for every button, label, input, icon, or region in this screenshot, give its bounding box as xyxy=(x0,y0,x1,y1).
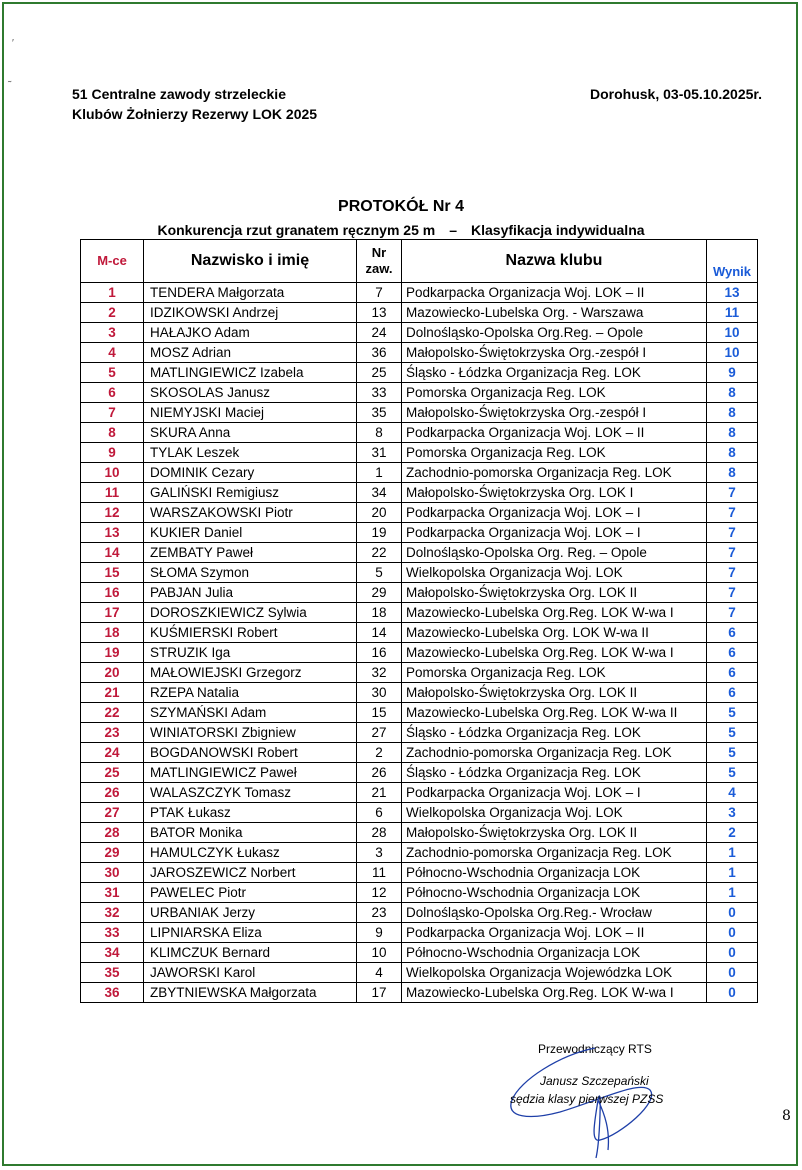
club-cell: Mazowiecko-Lubelska Org. LOK W-wa II xyxy=(402,623,707,643)
col-name: Nazwisko i imię xyxy=(144,240,357,283)
result-cell: 8 xyxy=(707,403,758,423)
club-cell: Wielkopolska Organizacja Woj. LOK xyxy=(402,803,707,823)
place-cell: 23 xyxy=(81,723,144,743)
table-row xyxy=(81,983,758,1003)
header-event: 51 Centralne zawody strzeleckie xyxy=(72,86,286,102)
result-cell: 3 xyxy=(707,803,758,823)
nr-cell: 14 xyxy=(357,623,402,643)
nr-cell: 8 xyxy=(357,423,402,443)
table-row xyxy=(81,643,758,663)
name-cell: WARSZAKOWSKI Piotr xyxy=(144,503,357,523)
place-cell: 4 xyxy=(81,343,144,363)
result-cell: 7 xyxy=(707,483,758,503)
nr-cell: 18 xyxy=(357,603,402,623)
table-row xyxy=(81,823,758,843)
table-row xyxy=(81,663,758,683)
table-row xyxy=(81,623,758,643)
result-cell: 0 xyxy=(707,923,758,943)
result-cell: 7 xyxy=(707,523,758,543)
place-cell: 33 xyxy=(81,923,144,943)
col-result: Wynik xyxy=(707,240,758,283)
club-cell: Śląsko - Łódzka Organizacja Reg. LOK xyxy=(402,723,707,743)
table-row xyxy=(81,863,758,883)
result-cell: 5 xyxy=(707,763,758,783)
club-cell: Północno-Wschodnia Organizacja LOK xyxy=(402,883,707,903)
table-row xyxy=(81,803,758,823)
result-cell: 0 xyxy=(707,943,758,963)
place-cell: 12 xyxy=(81,503,144,523)
table-row xyxy=(81,463,758,483)
result-cell: 5 xyxy=(707,743,758,763)
nr-cell: 12 xyxy=(357,883,402,903)
place-cell: 28 xyxy=(81,823,144,843)
table-row xyxy=(81,563,758,583)
table-row xyxy=(81,523,758,543)
nr-cell: 22 xyxy=(357,543,402,563)
table-row xyxy=(81,963,758,983)
club-cell: Wielkopolska Organizacja Wojewódzka LOK xyxy=(402,963,707,983)
club-cell: Zachodnio-pomorska Organizacja Reg. LOK xyxy=(402,843,707,863)
place-cell: 20 xyxy=(81,663,144,683)
col-club: Nazwa klubu xyxy=(402,240,707,283)
nr-cell: 24 xyxy=(357,323,402,343)
nr-cell: 10 xyxy=(357,943,402,963)
nr-cell: 26 xyxy=(357,763,402,783)
header-left xyxy=(72,84,317,124)
club-cell: Śląsko - Łódzka Organizacja Reg. LOK xyxy=(402,763,707,783)
name-cell: SŁOMA Szymon xyxy=(144,563,357,583)
place-cell: 16 xyxy=(81,583,144,603)
place-cell: 35 xyxy=(81,963,144,983)
name-cell: RZEPA Natalia xyxy=(144,683,357,703)
place-cell: 9 xyxy=(81,443,144,463)
club-cell: Mazowiecko-Lubelska Org. - Warszawa xyxy=(402,303,707,323)
nr-cell: 13 xyxy=(357,303,402,323)
nr-cell: 2 xyxy=(357,743,402,763)
name-cell: ZBYTNIEWSKA Małgorzata xyxy=(144,983,357,1003)
header-organizer: Klubów Żołnierzy Rezerwy LOK 2025 xyxy=(72,106,318,122)
nr-cell: 35 xyxy=(357,403,402,423)
club-cell: Północno-Wschodnia Organizacja LOK xyxy=(402,863,707,883)
competition-name: Konkurencja rzut granatem ręcznym 25 m xyxy=(157,222,436,238)
table-row xyxy=(81,723,758,743)
place-cell: 15 xyxy=(81,563,144,583)
table-header-row xyxy=(81,240,758,283)
nr-cell: 9 xyxy=(357,923,402,943)
name-cell: NIEMYJSKI Maciej xyxy=(144,403,357,423)
club-cell: Śląsko - Łódzka Organizacja Reg. LOK xyxy=(402,363,707,383)
result-cell: 0 xyxy=(707,963,758,983)
place-cell: 29 xyxy=(81,843,144,863)
page-number: 8 xyxy=(782,1108,791,1124)
result-cell: 0 xyxy=(707,983,758,1003)
club-cell: Mazowiecko-Lubelska Org.Reg. LOK W-wa I xyxy=(402,643,707,663)
result-cell: 8 xyxy=(707,383,758,403)
name-cell: SKURA Anna xyxy=(144,423,357,443)
table-row xyxy=(81,603,758,623)
result-cell: 7 xyxy=(707,583,758,603)
club-cell: Pomorska Organizacja Reg. LOK xyxy=(402,383,707,403)
place-cell: 24 xyxy=(81,743,144,763)
nr-cell: 25 xyxy=(357,363,402,383)
nr-cell: 33 xyxy=(357,383,402,403)
result-cell: 6 xyxy=(707,643,758,663)
club-cell: Wielkopolska Organizacja Woj. LOK xyxy=(402,563,707,583)
name-cell: PTAK Łukasz xyxy=(144,803,357,823)
scan-mark: ′ xyxy=(12,38,14,49)
result-cell: 8 xyxy=(707,423,758,443)
result-cell: 13 xyxy=(707,283,758,303)
scan-mark: ˜ xyxy=(8,80,12,91)
result-cell: 10 xyxy=(707,343,758,363)
table-row xyxy=(81,743,758,763)
result-cell: 6 xyxy=(707,683,758,703)
place-cell: 3 xyxy=(81,323,144,343)
name-cell: SKOSOLAS Janusz xyxy=(144,383,357,403)
club-cell: Mazowiecko-Lubelska Org.Reg. LOK W-wa II xyxy=(402,703,707,723)
club-cell: Podkarpacka Organizacja Woj. LOK – I xyxy=(402,783,707,803)
place-cell: 26 xyxy=(81,783,144,803)
name-cell: SZYMAŃSKI Adam xyxy=(144,703,357,723)
result-cell: 8 xyxy=(707,463,758,483)
name-cell: DOROSZKIEWICZ Sylwia xyxy=(144,603,357,623)
result-cell: 5 xyxy=(707,703,758,723)
name-cell: BATOR Monika xyxy=(144,823,357,843)
club-cell: Pomorska Organizacja Reg. LOK xyxy=(402,443,707,463)
result-cell: 7 xyxy=(707,563,758,583)
name-cell: DOMINIK Cezary xyxy=(144,463,357,483)
club-cell: Małopolsko-Świętokrzyska Org.-zespół I xyxy=(402,343,707,363)
result-cell: 7 xyxy=(707,543,758,563)
club-cell: Małopolsko-Świętokrzyska Org. LOK II xyxy=(402,683,707,703)
place-cell: 17 xyxy=(81,603,144,623)
table-row xyxy=(81,443,758,463)
name-cell: BOGDANOWSKI Robert xyxy=(144,743,357,763)
nr-cell: 1 xyxy=(357,463,402,483)
result-cell: 8 xyxy=(707,443,758,463)
col-nr-line2: zaw. xyxy=(365,261,393,276)
club-cell: Zachodnio-pomorska Organizacja Reg. LOK xyxy=(402,463,707,483)
nr-cell: 34 xyxy=(357,483,402,503)
nr-cell: 20 xyxy=(357,503,402,523)
table-row xyxy=(81,403,758,423)
name-cell: KLIMCZUK Bernard xyxy=(144,943,357,963)
table-row xyxy=(81,683,758,703)
result-cell: 5 xyxy=(707,723,758,743)
nr-cell: 27 xyxy=(357,723,402,743)
nr-cell: 6 xyxy=(357,803,402,823)
table-row xyxy=(81,423,758,443)
place-cell: 21 xyxy=(81,683,144,703)
club-cell: Podkarpacka Organizacja Woj. LOK – II xyxy=(402,423,707,443)
header-place-date: Dorohusk, 03-05.10.2025r. xyxy=(590,86,762,102)
result-cell: 2 xyxy=(707,823,758,843)
name-cell: WALASZCZYK Tomasz xyxy=(144,783,357,803)
name-cell: MATLINGIEWICZ Izabela xyxy=(144,363,357,383)
club-cell: Podkarpacka Organizacja Woj. LOK – I xyxy=(402,503,707,523)
result-cell: 9 xyxy=(707,363,758,383)
result-cell: 11 xyxy=(707,303,758,323)
club-cell: Małopolsko-Świętokrzyska Org. LOK II xyxy=(402,823,707,843)
table-row xyxy=(81,943,758,963)
nr-cell: 21 xyxy=(357,783,402,803)
name-cell: PABJAN Julia xyxy=(144,583,357,603)
club-cell: Podkarpacka Organizacja Woj. LOK – II xyxy=(402,923,707,943)
table-row xyxy=(81,583,758,603)
name-cell: MOSZ Adrian xyxy=(144,343,357,363)
result-cell: 6 xyxy=(707,663,758,683)
nr-cell: 23 xyxy=(357,903,402,923)
table-row xyxy=(81,303,758,323)
table-row xyxy=(81,483,758,503)
place-cell: 18 xyxy=(81,623,144,643)
result-cell: 10 xyxy=(707,323,758,343)
nr-cell: 30 xyxy=(357,683,402,703)
name-cell: WINIATORSKI Zbigniew xyxy=(144,723,357,743)
result-cell: 4 xyxy=(707,783,758,803)
table-row xyxy=(81,843,758,863)
nr-cell: 31 xyxy=(357,443,402,463)
result-cell: 1 xyxy=(707,843,758,863)
table-row xyxy=(81,503,758,523)
club-cell: Mazowiecko-Lubelska Org.Reg. LOK W-wa I xyxy=(402,603,707,623)
result-cell: 7 xyxy=(707,603,758,623)
nr-cell: 32 xyxy=(357,663,402,683)
nr-cell: 4 xyxy=(357,963,402,983)
place-cell: 31 xyxy=(81,883,144,903)
protocol-title: PROTOKÓŁ Nr 4 xyxy=(338,198,464,215)
place-cell: 22 xyxy=(81,703,144,723)
name-cell: JAROSZEWICZ Norbert xyxy=(144,863,357,883)
name-cell: ZEMBATY Paweł xyxy=(144,543,357,563)
table-row xyxy=(81,383,758,403)
club-cell: Dolnośląsko-Opolska Org.Reg.- Wrocław xyxy=(402,903,707,923)
table-row xyxy=(81,283,758,303)
nr-cell: 3 xyxy=(357,843,402,863)
nr-cell: 28 xyxy=(357,823,402,843)
club-cell: Podkarpacka Organizacja Woj. LOK – II xyxy=(402,283,707,303)
club-cell: Dolnośląsko-Opolska Org.Reg. – Opole xyxy=(402,323,707,343)
name-cell: MAŁOWIEJSKI Grzegorz xyxy=(144,663,357,683)
name-cell: LIPNIARSKA Eliza xyxy=(144,923,357,943)
result-cell: 1 xyxy=(707,863,758,883)
name-cell: HAMULCZYK Łukasz xyxy=(144,843,357,863)
judge-name: Janusz Szczepański xyxy=(540,1074,649,1088)
place-cell: 2 xyxy=(81,303,144,323)
nr-cell: 11 xyxy=(357,863,402,883)
col-nr xyxy=(357,240,402,283)
place-cell: 10 xyxy=(81,463,144,483)
name-cell: PAWELEC Piotr xyxy=(144,883,357,903)
place-cell: 6 xyxy=(81,383,144,403)
result-cell: 0 xyxy=(707,903,758,923)
place-cell: 8 xyxy=(81,423,144,443)
place-cell: 11 xyxy=(81,483,144,503)
subtitle-separator: – xyxy=(449,222,458,238)
place-cell: 13 xyxy=(81,523,144,543)
col-nr-line1: Nr xyxy=(371,245,387,260)
name-cell: KUŚMIERSKI Robert xyxy=(144,623,357,643)
classification-type: Klasyfikacja indywidualna xyxy=(471,222,645,238)
name-cell: GALIŃSKI Remigiusz xyxy=(144,483,357,503)
table-row xyxy=(81,763,758,783)
nr-cell: 16 xyxy=(357,643,402,663)
name-cell: HAŁAJKO Adam xyxy=(144,323,357,343)
table-row xyxy=(81,343,758,363)
place-cell: 34 xyxy=(81,943,144,963)
nr-cell: 29 xyxy=(357,583,402,603)
club-cell: Małopolsko-Świętokrzyska Org.-zespół I xyxy=(402,403,707,423)
result-cell: 6 xyxy=(707,623,758,643)
club-cell: Małopolsko-Świętokrzyska Org. LOK I xyxy=(402,483,707,503)
name-cell: IDZIKOWSKI Andrzej xyxy=(144,303,357,323)
table-row xyxy=(81,923,758,943)
place-cell: 36 xyxy=(81,983,144,1003)
club-cell: Zachodnio-pomorska Organizacja Reg. LOK xyxy=(402,743,707,763)
nr-cell: 36 xyxy=(357,343,402,363)
club-cell: Pomorska Organizacja Reg. LOK xyxy=(402,663,707,683)
nr-cell: 19 xyxy=(357,523,402,543)
place-cell: 1 xyxy=(81,283,144,303)
name-cell: MATLINGIEWICZ Paweł xyxy=(144,763,357,783)
place-cell: 25 xyxy=(81,763,144,783)
name-cell: STRUZIK Iga xyxy=(144,643,357,663)
name-cell: URBANIAK Jerzy xyxy=(144,903,357,923)
nr-cell: 17 xyxy=(357,983,402,1003)
table-row xyxy=(81,543,758,563)
club-cell: Podkarpacka Organizacja Woj. LOK – I xyxy=(402,523,707,543)
place-cell: 32 xyxy=(81,903,144,923)
table-row xyxy=(81,323,758,343)
place-cell: 7 xyxy=(81,403,144,423)
table-row xyxy=(81,363,758,383)
place-cell: 19 xyxy=(81,643,144,663)
table-row xyxy=(81,883,758,903)
club-cell: Północno-Wschodnia Organizacja LOK xyxy=(402,943,707,963)
club-cell: Dolnośląsko-Opolska Org. Reg. – Opole xyxy=(402,543,707,563)
signature-title: Przewodniczący RTS xyxy=(538,1042,652,1056)
place-cell: 14 xyxy=(81,543,144,563)
table-row xyxy=(81,703,758,723)
table-row xyxy=(81,903,758,923)
club-cell: Małopolsko-Świętokrzyska Org. LOK II xyxy=(402,583,707,603)
results-table xyxy=(80,239,758,1003)
place-cell: 30 xyxy=(81,863,144,883)
col-place: M-ce xyxy=(81,240,144,283)
result-cell: 1 xyxy=(707,883,758,903)
nr-cell: 15 xyxy=(357,703,402,723)
protocol-subtitle xyxy=(0,222,802,238)
judge-role: sędzia klasy pierwszej PZSS xyxy=(510,1092,664,1106)
name-cell: TENDERA Małgorzata xyxy=(144,283,357,303)
nr-cell: 5 xyxy=(357,563,402,583)
place-cell: 5 xyxy=(81,363,144,383)
place-cell: 27 xyxy=(81,803,144,823)
result-cell: 7 xyxy=(707,503,758,523)
club-cell: Mazowiecko-Lubelska Org.Reg. LOK W-wa I xyxy=(402,983,707,1003)
name-cell: TYLAK Leszek xyxy=(144,443,357,463)
table-row xyxy=(81,783,758,803)
name-cell: KUKIER Daniel xyxy=(144,523,357,543)
name-cell: JAWORSKI Karol xyxy=(144,963,357,983)
nr-cell: 7 xyxy=(357,283,402,303)
